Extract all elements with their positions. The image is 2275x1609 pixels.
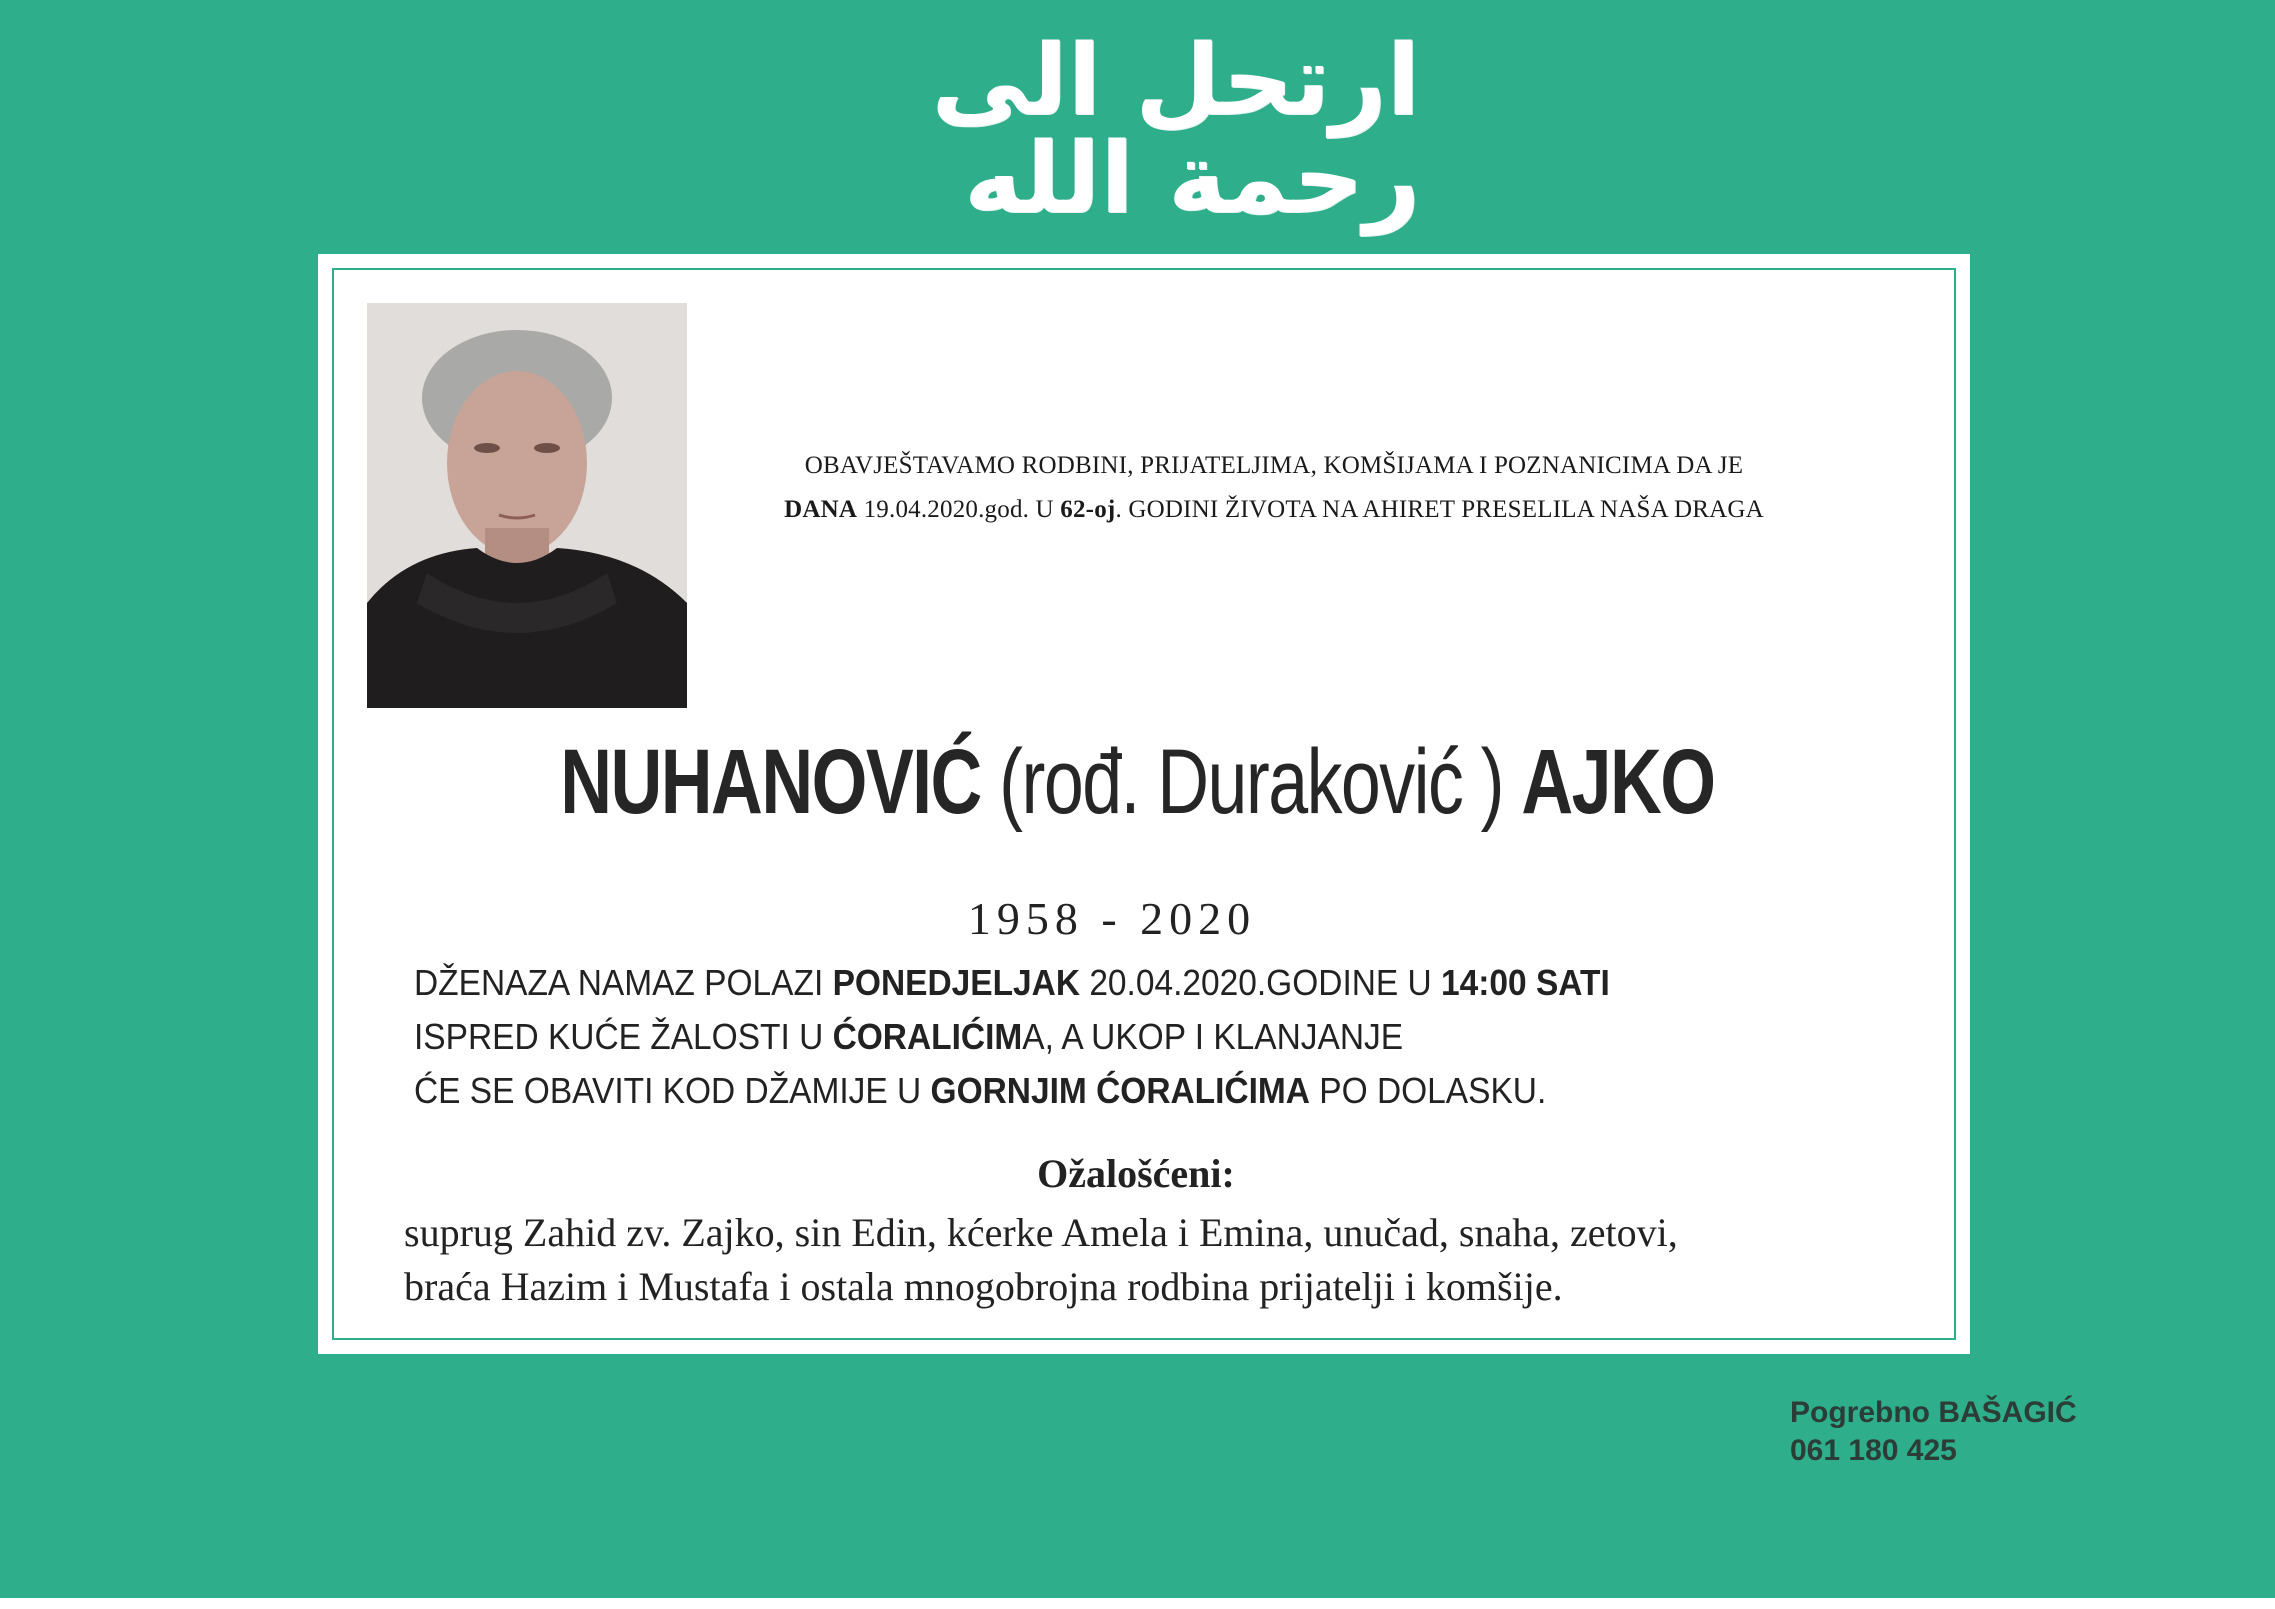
portrait-photo [367,303,687,708]
portrait-image [367,303,687,708]
funeral-place: ĆORALIĆIM [832,1016,1023,1057]
life-years: 1958 - 2020 [967,893,1257,944]
agency-name: Pogrebno BAŠAGIĆ [1790,1396,2077,1429]
funeral-date: 20.04.2020.GODINE U [1080,962,1442,1003]
funeral-details [414,956,1800,1118]
agency-phone: 061 180 425 [1790,1434,1957,1467]
funeral-text: PO DOLASKU. [1309,1070,1547,1111]
deceased-name [506,730,1770,835]
funeral-line-1 [414,956,1800,1010]
funeral-text: DŽENAZA NAMAZ POLAZI [414,962,833,1003]
arabic-calligraphy-title: ارتحل الى رحمة الله [931,24,1420,236]
funeral-day: PONEDJELJAK [832,962,1081,1003]
funeral-text: A, A UKOP I KLANJANJE [1022,1016,1404,1057]
funeral-text: ISPRED KUĆE ŽALOSTI U [414,1016,833,1057]
funeral-text: ĆE SE OBAVITI KOD DŽAMIJE U [414,1070,931,1111]
mourners-line-1: suprug Zahid zv. Zajko, sin Edin, kćerke Amela i Emina, unučad, snaha, zetovi, [404,1210,1678,1255]
deceased-surname: NUHANOVIĆ [560,731,981,833]
mourners-heading: Ožalošćeni: [1037,1151,1235,1196]
mourners-line-2: braća Hazim i Mustafa i ostala mnogobrojna rodbina prijatelji i komšije. [404,1264,1563,1309]
mourners-list [404,1206,1924,1314]
funeral-agency [1790,1394,2077,1470]
funeral-time: 14:00 SATI [1441,962,1610,1003]
announcement-dana: DANA [784,496,858,523]
obituary-card [318,254,1970,1354]
deceased-first-name: AJKO [1521,731,1715,833]
funeral-line-2 [414,1010,1800,1064]
announcement-text [764,444,1784,532]
announcement-date: 19.04.2020 [863,496,979,523]
funeral-line-3 [414,1064,1800,1118]
burial-place: GORNJIM ĆORALIĆIMA [930,1070,1310,1111]
announcement-line-1: OBAVJEŠTAVAMO RODBINI, PRIJATELJIMA, KOMŠIJAMA I POZNANICIMA DA JE [804,452,1744,479]
card-content [334,270,1954,1338]
announcement-rest: . GODINI ŽIVOTA NA AHIRET PRESELILA NAŠA DRAGA [1115,496,1764,523]
announcement-line-2 [764,488,1784,532]
announcement-age: 62-oj [1060,496,1116,523]
deceased-maiden-name: (rođ. Duraković ) [999,731,1504,833]
announcement-god: .god. U [978,496,1054,523]
